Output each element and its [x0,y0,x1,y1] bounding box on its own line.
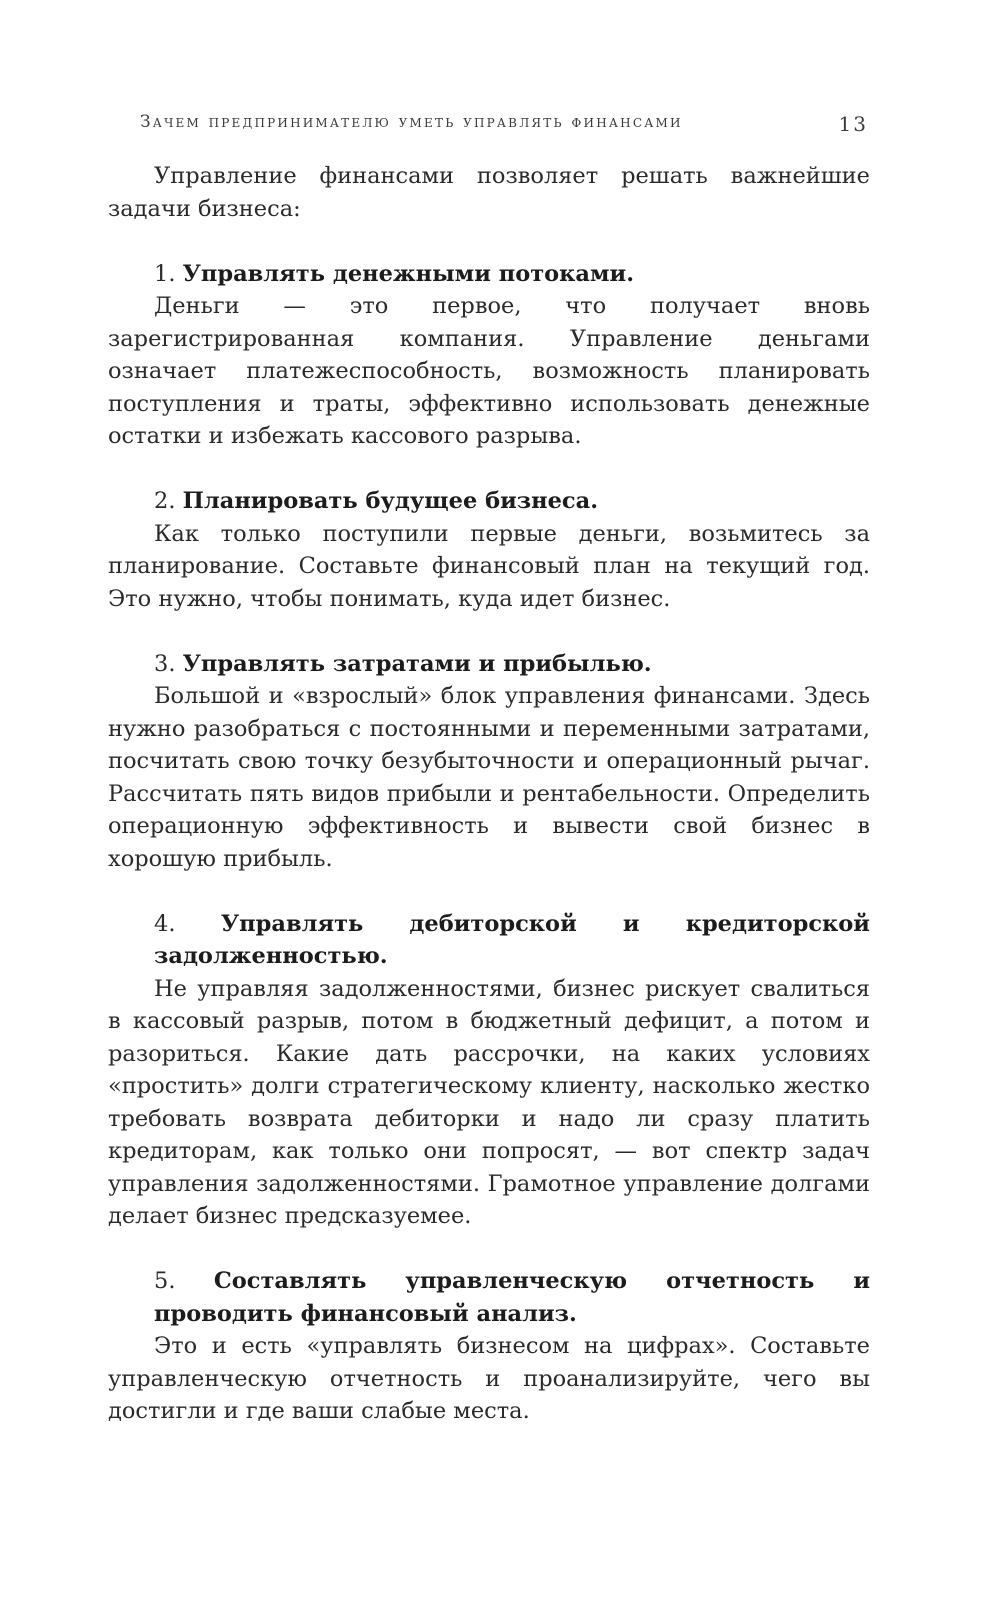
item-3-text: Большой и «взрослый» блок управления финансами. Здесь нужно разобраться с постоянными и переменными затратами, посчитать свою точку безубыточности и операционный рычаг. Рассчитать пять видов прибыли и рентабельности. Определить операционную эффективность и вывести свой бизнес в хорошую прибыль. [108,683,870,872]
page-number: 13 [838,112,868,136]
running-head [140,112,868,142]
item-1-heading [108,258,870,291]
item-1-text: Деньги — это первое, что получает вновь зарегистрированная компания. Управление деньгами означает платежеспособность, возможность планировать поступления и траты, эффективно использовать денежные остатки и избежать кассового разрыва. [108,293,870,449]
item-4-heading [108,908,870,973]
item-1-title: Управлять денежными потоками. [182,260,635,287]
intro-paragraph: Управление финансами позволяет решать важнейшие задачи бизнеса: [108,163,870,222]
item-2-number: 2. [154,488,176,514]
item-4-number: 4. [154,910,176,937]
item-1-number: 1. [154,260,176,287]
item-5-heading [108,1265,870,1330]
item-2-title: Планировать будущее бизнеса. [182,488,599,514]
item-2-text: Как только поступили первые деньги, возьмитесь за планирование. Составьте финансовый план на текущий год. Это нужно, чтобы понимать, куда идет бизнес. [108,520,870,612]
item-5-text: Это и есть «управлять бизнесом на цифрах». Составьте управленческую отчетность и проанализируйте, чего вы достигли и где ваши слабые места. [108,1333,870,1424]
running-title: Зачем предпринимателю уметь управлять финансами [140,112,683,132]
item-4-text: Не управляя задолженностями, бизнес рискует свалиться в кассовый разрыв, потом в бюджетный дефицит, а потом и разориться. Какие дать рассрочки, на каких условиях «простить» долги стратегическому клиенту, насколько жестко требовать возврата дебиторки и надо ли сразу платить кредиторам, как только они попросят, — вот спектр задач управления задолженностями. Грамотное управление долгами делает бизнес предсказуемее. [108,975,870,1229]
item-5-number: 5. [154,1268,176,1294]
item-4-title: Управлять дебиторской и кредиторской задолженностью. [154,910,870,969]
item-2-heading [108,485,870,518]
item-3-number: 3. [154,650,176,677]
item-5-title: Составлять управленческую отчетность и проводить финансовый анализ. [154,1268,871,1327]
item-3-heading [108,648,870,681]
body-text [108,160,870,1428]
item-3-title: Управлять затратами и прибылью. [182,650,652,677]
